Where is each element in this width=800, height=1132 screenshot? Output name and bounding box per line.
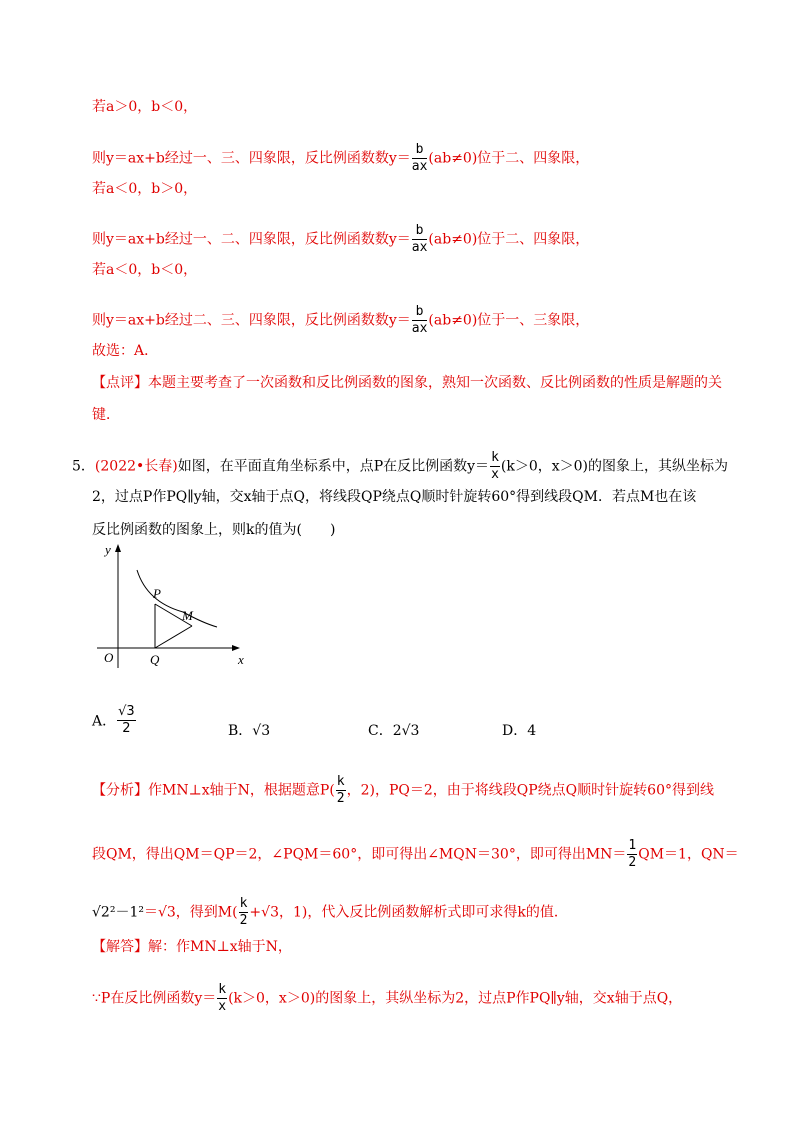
text-line: 则y＝ax+b经过一、二、四象限，反比例函数数y＝ $\frac{b}{ax}$ (ab≠0)位于二、四象限，: [92, 223, 590, 255]
fraction: $\frac{b}{ax}$: [411, 304, 428, 336]
question-line: 5．(2022•长春)如图，在平面直角坐标系中，点P在反比例函数y＝ $\frac{k}{x}$ (k＞0，x＞0)的图象上，其纵坐标为: [72, 450, 729, 482]
fraction: $\frac{1}{2}$: [628, 838, 637, 870]
text-line: 若a＜0，b＞0，: [92, 181, 198, 197]
hyperbola-curve: [137, 570, 217, 627]
fraction: $\frac{k}{2}$: [239, 896, 248, 928]
analysis-line: 段QM，得出QM＝QP＝2，∠PQM＝60°，即可得出∠MQN＝30°，即可得出MN＝ $\frac{1}{2}$ QM＝1，QN＝: [92, 838, 739, 870]
sqrt-expression: √2²－1²: [92, 904, 144, 921]
comment-line: 键．: [92, 407, 120, 423]
option-a: A． $\frac{√3}{2}$: [92, 704, 135, 736]
fraction: $\frac{b}{ax}$: [411, 142, 428, 174]
text-line: 则y＝ax+b经过一、三、四象限，反比例函数数y＝ $\frac{b}{ax}$ (ab≠0)位于二、四象限，: [92, 142, 590, 174]
label-M: M: [182, 608, 193, 623]
label-y: y: [105, 542, 111, 557]
option-b: B．√3: [228, 723, 271, 739]
segment-QM: [155, 626, 192, 648]
fraction: $\frac{k}{x}$: [218, 982, 227, 1014]
option-d: D．4: [502, 723, 537, 739]
label-x: x: [238, 652, 244, 667]
coordinate-figure: [95, 540, 260, 670]
fraction: $\frac{b}{ax}$: [411, 223, 428, 255]
question-line: 反比例函数的图象上，则k的值为( ): [92, 522, 336, 538]
comment-line: 【点评】本题主要考查了一次函数和反比例函数的图象，熟知一次函数、反比例函数的性质是解题的关: [92, 375, 722, 391]
text-line: 则y＝ax+b经过二、三、四象限，反比例函数数y＝ $\frac{b}{ax}$ (ab≠0)位于一、三象限，: [92, 304, 590, 336]
label-P: P: [153, 586, 161, 601]
question-line: 2，过点P作PQ∥y轴，交x轴于点Q，将线段QP绕点Q顺时针旋转60°得到线段QM．若点M也在该: [92, 489, 697, 505]
analysis-line: 【分析】作MN⊥x轴于N，根据题意P( $\frac{k}{2}$ ，2)，PQ＝2，由于将线段QP绕点Q顺时针旋转60°得到线: [92, 774, 714, 806]
fraction: $\frac{k}{2}$: [336, 774, 345, 806]
option-c: C．2√3: [368, 723, 420, 739]
fraction: $\frac{√3}{2}$: [118, 704, 135, 736]
text-line: 若a＞0，b＜0，: [92, 99, 198, 115]
text-line: 故选：A．: [92, 343, 159, 359]
y-arrow-icon: [115, 544, 121, 552]
text-line: 若a＜0，b＜0，: [92, 262, 198, 278]
solution-line: ∵P在反比例函数y＝ $\frac{k}{x}$ (k＞0，x＞0)的图象上，其纵坐标为2，过点P作PQ∥y轴，交x轴于点Q，: [92, 982, 683, 1014]
x-arrow-icon: [232, 645, 240, 651]
solution-line: 【解答】解：作MN⊥x轴于N，: [92, 939, 292, 955]
label-Q: Q: [150, 652, 160, 667]
label-O: O: [104, 650, 114, 665]
analysis-line: √2²－1²＝√3，得到M( $\frac{k}{2}$ +√3，1)，代入反比例函数解析式即可求得k的值．: [92, 896, 568, 928]
fraction: $\frac{k}{x}$: [491, 450, 499, 482]
